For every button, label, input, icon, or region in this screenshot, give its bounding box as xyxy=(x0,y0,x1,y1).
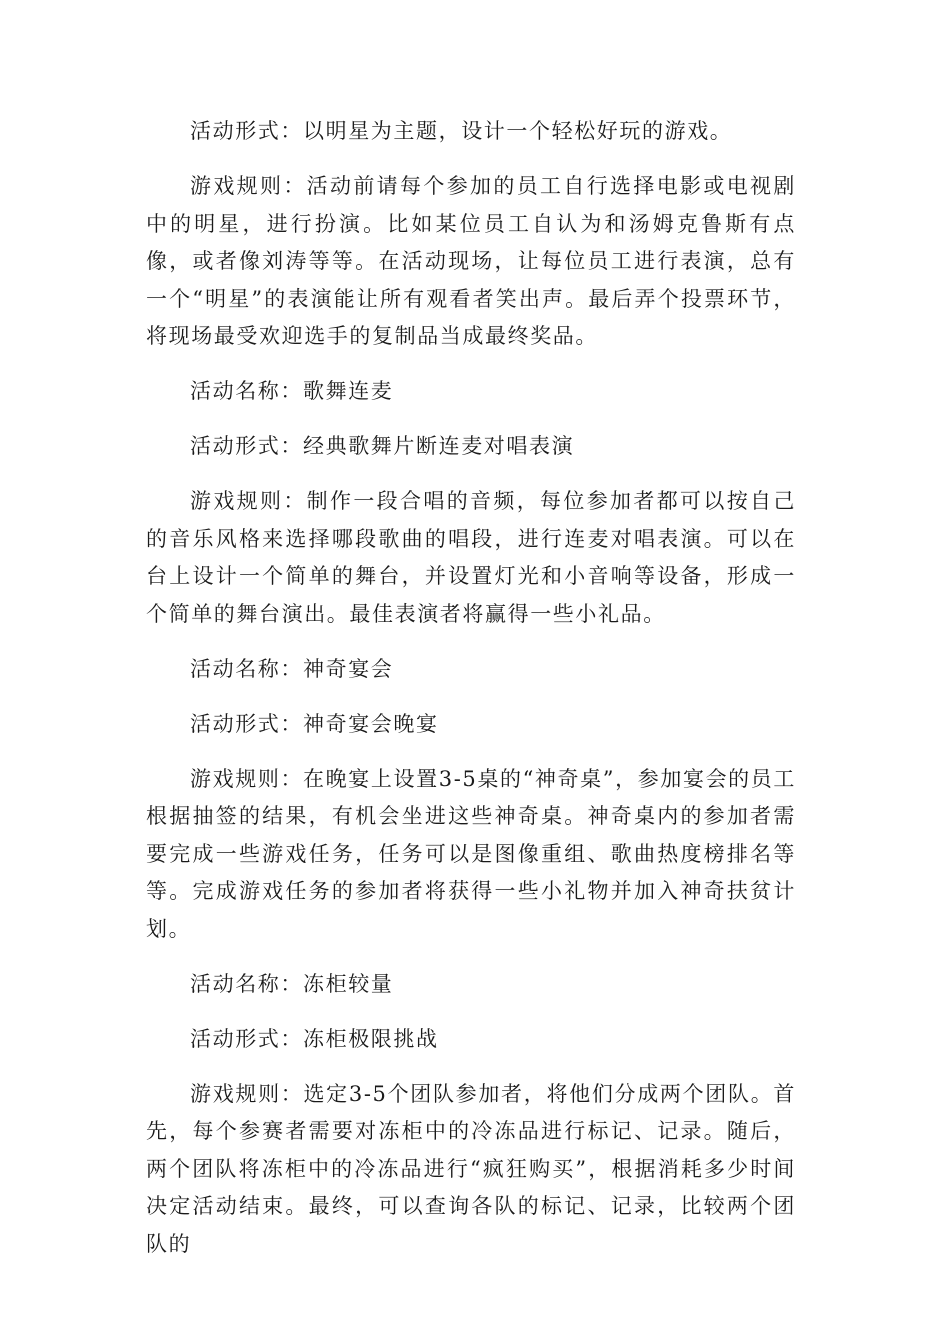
paragraph-game-rules-freezer-contest: 游戏规则：选定3-5个团队参加者，将他们分成两个团队。首先，每个参赛者需要对冻柜中的冷冻品进行标记、记录。随后，两个团队将冻柜中的冷冻品进行“疯狂购买”，根据消耗多少时间决定活动结束。最终，可以查询各队的标记、记录，比较两个团队的 xyxy=(146,1081,796,1256)
paragraph-activity-form-magic-banquet: 活动形式：神奇宴会晚宴 xyxy=(190,711,439,736)
document-body xyxy=(146,113,796,1281)
paragraph-game-rules-magic-banquet: 游戏规则：在晚宴上设置3-5桌的“神奇桌”，参加宴会的员工根据抽签的结果，有机会坐进这些神奇桌。神奇桌内的参加者需要完成一些游戏任务，任务可以是图像重组、歌曲热度榜排名等等。完成游戏任务的参加者将获得一些小礼物并加入神奇扶贫计划。 xyxy=(146,766,796,941)
paragraph-game-rules-song-dance: 游戏规则：制作一段合唱的音频，每位参加者都可以按自己的音乐风格来选择哪段歌曲的唱段，进行连麦对唱表演。可以在台上设计一个简单的舞台，并设置灯光和小音响等设备，形成一个简单的舞台演出。最佳表演者将赢得一些小礼品。 xyxy=(146,489,796,626)
paragraph-activity-name-freezer-contest: 活动名称：冻柜较量 xyxy=(190,971,394,996)
paragraph-activity-form-star-theme: 活动形式：以明星为主题，设计一个轻松好玩的游戏。 xyxy=(190,119,733,143)
paragraph-activity-name-song-dance: 活动名称：歌舞连麦 xyxy=(190,379,394,403)
paragraph-game-rules-star-performance: 游戏规则：活动前请每个参加的员工自行选择电影或电视剧中的明星，进行扮演。比如某位员工自认为和汤姆克鲁斯有点像，或者像刘涛等等。在活动现场，让每位员工进行表演，总有一个“明星”的表演能让所有观看者笑出声。最后弄个投票环节，将现场最受欢迎选手的复制品当成最终奖品。 xyxy=(146,174,796,348)
paragraph-activity-form-song-dance: 活动形式：经典歌舞片断连麦对唱表演 xyxy=(190,434,575,458)
paragraph-activity-name-magic-banquet: 活动名称：神奇宴会 xyxy=(190,656,394,681)
paragraph-activity-form-freezer-contest: 活动形式：冻柜极限挑战 xyxy=(190,1026,439,1051)
